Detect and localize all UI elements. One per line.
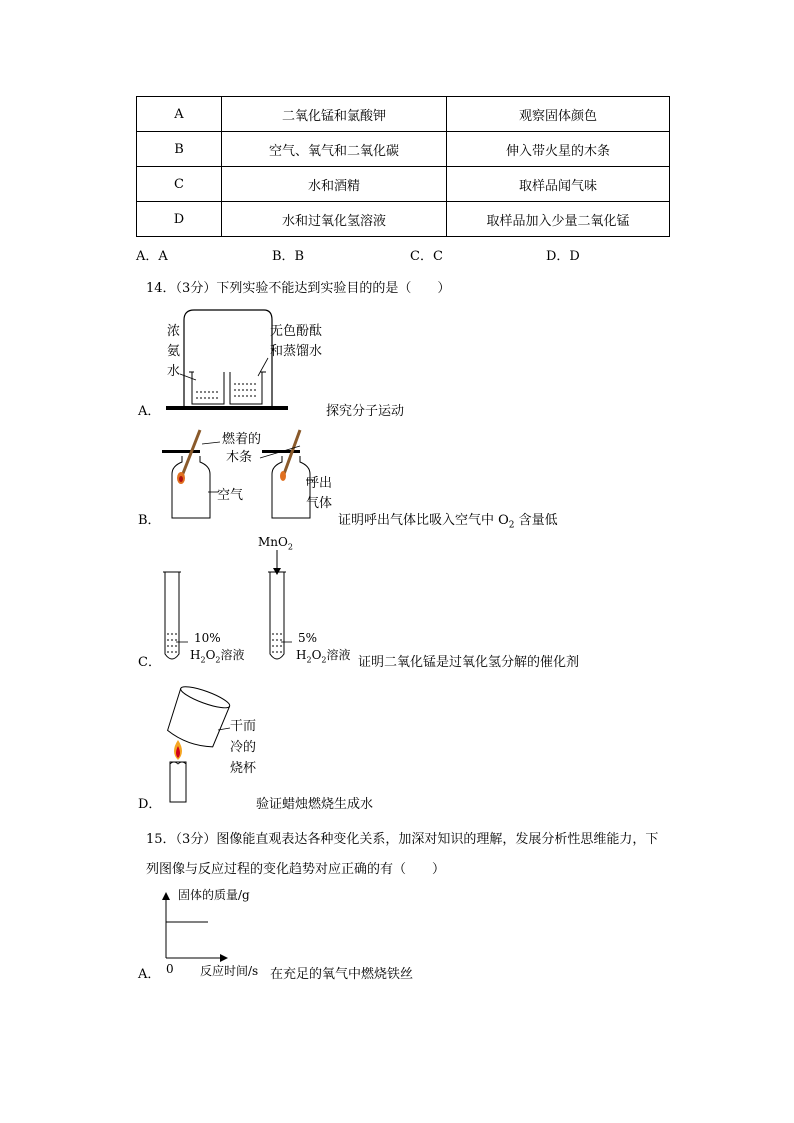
- label-line: 木条: [226, 450, 253, 465]
- burning-stick-label: [222, 431, 261, 467]
- table-row: [137, 202, 670, 237]
- subscript: 2: [321, 655, 327, 665]
- subscript: 2: [287, 542, 293, 552]
- subscript: 2: [306, 655, 312, 665]
- table-cell: 取样品加入少量二氧化锰: [447, 202, 670, 237]
- options-table: [136, 96, 670, 237]
- formula-text: MnO: [258, 535, 288, 549]
- graph-x-axis-label: 反应时间/s: [200, 964, 259, 978]
- label-line: 燃着的: [222, 432, 262, 447]
- table-cell: 取样品闻气味: [447, 167, 670, 202]
- formula-text: O: [311, 648, 322, 662]
- option-d-caption: 验证蜡烛燃烧生成水: [256, 797, 374, 812]
- air-label: 空气: [217, 488, 244, 503]
- q15-option-a-letter[interactable]: A．: [138, 967, 161, 982]
- table-cell: 二氧化锰和氯酸钾: [222, 97, 447, 132]
- solid-mass-graph: [158, 892, 228, 962]
- question-15-stem-line2: 列图像与反应过程的变化趋势对应正确的有（ ）: [146, 862, 446, 877]
- option-c-caption: 证明二氧化锰是过氧化氢分解的催化剂: [358, 655, 580, 670]
- option-b-letter[interactable]: B．: [138, 513, 161, 528]
- table-cell: A: [137, 97, 222, 132]
- concentration-5-label: 5%: [298, 631, 318, 645]
- concentration-10-label: 10%: [194, 631, 221, 645]
- formula-text: 溶液: [220, 648, 245, 662]
- option-a-caption: 探究分子运动: [326, 404, 405, 419]
- phenolphthalein-label: [270, 322, 322, 362]
- q15-option-a-caption: 在充足的氧气中燃烧铁丝: [270, 967, 414, 982]
- option-d-letter[interactable]: D．: [138, 797, 162, 812]
- subscript: 2: [215, 655, 221, 665]
- option-c[interactable]: C．C: [410, 249, 443, 264]
- table-cell: 观察固体颜色: [447, 97, 670, 132]
- option-c-letter[interactable]: C．: [138, 655, 161, 670]
- label-line: 冷的: [230, 740, 257, 755]
- label-line: 无色酚酞: [270, 324, 323, 339]
- option-a-letter[interactable]: A．: [138, 404, 161, 419]
- option-b-caption: [338, 509, 558, 531]
- caption-text: 含量低: [514, 513, 558, 528]
- label-line: 呼出: [306, 476, 333, 491]
- subscript: 2: [200, 655, 206, 665]
- table-cell: 水和过氧化氢溶液: [222, 202, 447, 237]
- option-b[interactable]: B．B: [272, 249, 305, 264]
- table-cell: B: [137, 132, 222, 167]
- table-cell: 伸入带火星的木条: [447, 132, 670, 167]
- table-row: [137, 97, 670, 132]
- formula-text: H: [296, 648, 307, 662]
- question-14-stem: 14．（3分）下列实验不能达到实验目的的是（ ）: [146, 281, 451, 296]
- h2o2-solution-label-left: [190, 646, 245, 664]
- option-d[interactable]: D．D: [546, 249, 580, 264]
- label-line: 干而: [230, 719, 257, 734]
- table-row: [137, 132, 670, 167]
- table-cell: D: [137, 202, 222, 237]
- cold-beaker-label: [230, 716, 256, 779]
- question-15-stem-line1: 15．（3分）图像能直观表达各种变化关系，加深对知识的理解，发展分析性思维能力，下: [146, 832, 659, 847]
- ammonia-label: [167, 322, 180, 382]
- caption-text: 证明呼出气体比吸入空气中 O: [338, 513, 509, 528]
- graph-origin-label: 0: [166, 962, 174, 976]
- label-line: 气体: [306, 496, 333, 511]
- table-cell: C: [137, 167, 222, 202]
- graph-y-axis-label: 固体的质量/g: [178, 888, 250, 902]
- subscript: 2: [508, 520, 515, 531]
- mno2-label: [258, 535, 293, 551]
- label-line: 氨: [167, 344, 181, 359]
- formula-text: 溶液: [326, 648, 351, 662]
- label-line: 水: [167, 364, 181, 379]
- h2o2-solution-label-right: [296, 646, 351, 664]
- label-line: 和蒸馏水: [270, 344, 323, 359]
- exhaled-gas-label: [306, 474, 332, 514]
- formula-text: H: [190, 648, 201, 662]
- table-row: [137, 167, 670, 202]
- label-line: 烧杯: [230, 761, 257, 776]
- formula-text: O: [205, 648, 216, 662]
- table-cell: 空气、氧气和二氧化碳: [222, 132, 447, 167]
- table-cell: 水和酒精: [222, 167, 447, 202]
- label-line: 浓: [167, 324, 181, 339]
- option-a[interactable]: A．A: [136, 249, 168, 264]
